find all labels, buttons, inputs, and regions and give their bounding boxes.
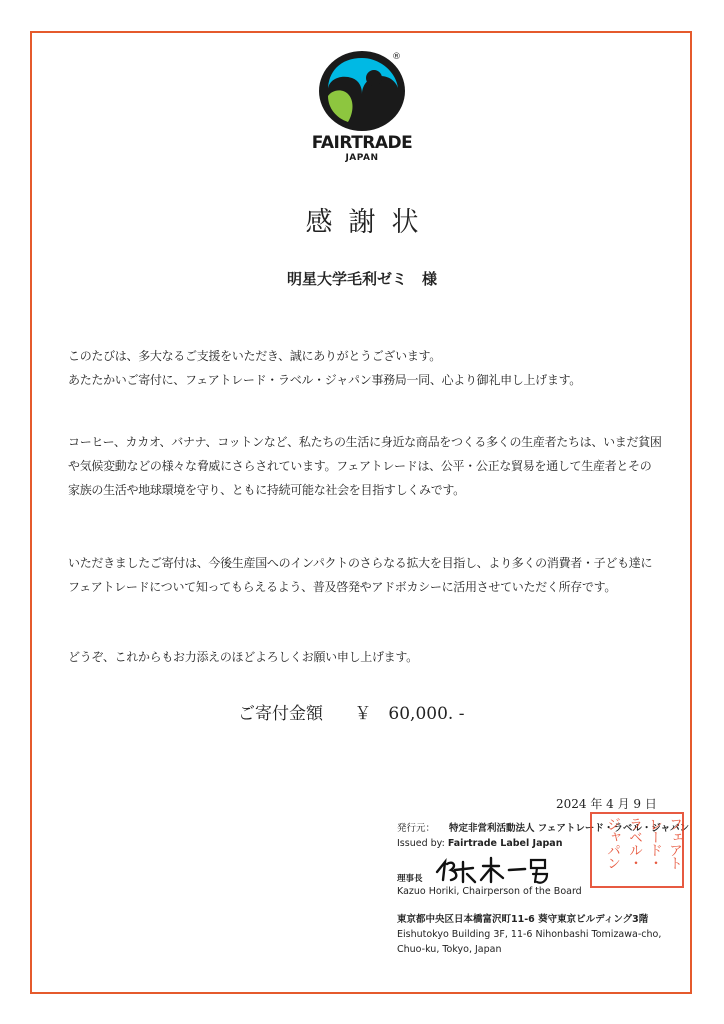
text-line: コーヒー、カカオ、バナナ、コットンなど、私たちの生活に身近な商品をつくる多くの生産者たちは、いまだ貧困 [68,435,662,449]
seal-text: レード・ [647,817,663,869]
paragraph-usage [68,551,668,599]
issuer-ja-name: 特定非営利活動法人 フェアトレード・ラベル・ジャパン [449,823,690,834]
issuer-ja-label: 発行元： [397,823,436,834]
fairtrade-mark-icon [318,50,406,132]
text-line: フェアトレードについて知ってもらえるよう、普及啓発やアドボカシーに活用させていただく所存です。 [68,580,617,594]
text-line: や気候変動などの様々な脅威にさらされています。フェアトレードは、公平・公正な貿易を通して生産者とその [68,459,652,473]
text-line: いただきましたご寄付は、今後生産国へのインパクトのさらなる拡大を目指し、より多くの消費者・子ども達に [68,556,653,570]
address-en-line1: Eishutokyo Building 3F, 11-6 Nihonbashi Tomizawa-cho, [397,929,662,940]
paragraph-closing [68,645,668,669]
issuer-en-name: Fairtrade Label Japan [447,838,563,849]
registered-mark: ® [392,52,401,62]
official-seal-stamp [590,812,684,888]
issuer-en-label: Issued by: [397,838,445,849]
paragraph-producers [68,430,668,502]
address-ja: 東京都中央区日本橋富沢町11-6 葵守東京ビルディング3階 [397,914,649,925]
address-en-line2: Chuo-ku, Tokyo, Japan [397,944,502,955]
paragraph-thanks [68,344,668,392]
donation-label: ご寄付金額 [238,704,323,724]
text-line: どうぞ、これからもお力添えのほどよろしくお願い申し上げます。 [68,650,418,664]
recipient-name: 明星大学毛利ゼミ 様 [286,270,437,288]
seal-text: ジャパン [605,817,621,869]
chair-name-en: Kazuo Horiki, Chairperson of the Board [397,886,582,897]
seal-text: ラベル・ [627,817,643,869]
logo-subtitle: JAPAN [345,153,379,163]
signature-icon [433,852,553,886]
seal-text: フェアト [667,817,683,869]
text-line: あたたかいご寄付に、フェアトレード・ラベル・ジャパン事務局一同、心より御礼申し上げます。 [68,373,582,387]
logo-name: FAIRTRADE [311,133,413,153]
fairtrade-logo [300,50,424,168]
certificate-title: 感謝状 [305,207,435,238]
donation-amount-row [238,699,464,724]
chair-title: 理事長 [397,874,423,884]
text-line: このたびは、多大なるご支援をいただき、誠にありがとうございます。 [68,349,441,363]
address-block [397,912,661,957]
text-line: 家族の生活や地球環境を守り、ともに持続可能な社会を目指すしくみです。 [68,483,465,497]
issue-date: 2024 年 4 月 9 日 [556,797,657,811]
donation-amount: ￥ 60,000. - [354,704,465,724]
